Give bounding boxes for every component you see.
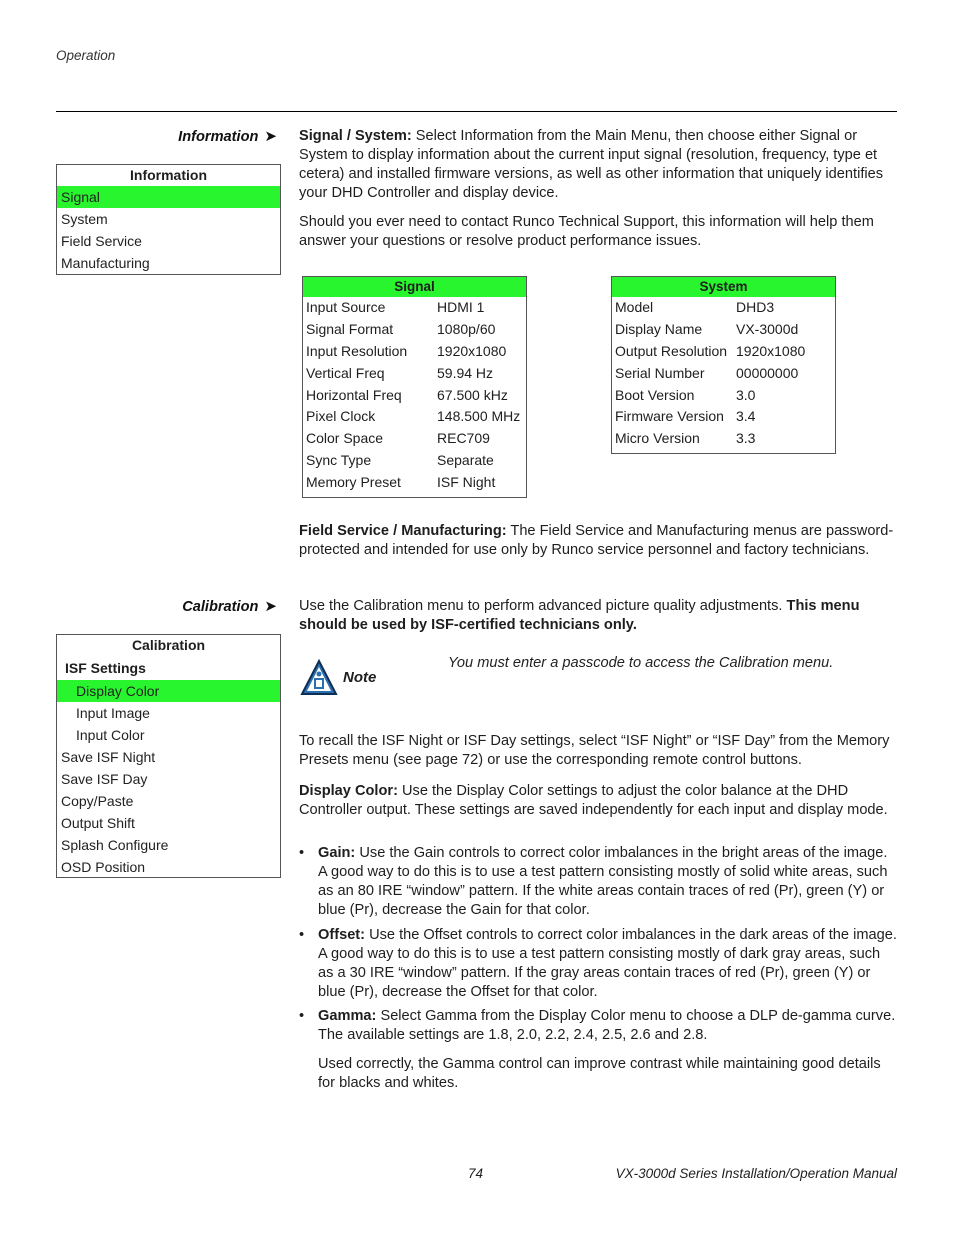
calibration-menu-item[interactable]: Copy/Paste bbox=[61, 793, 134, 809]
row-value: 3.4 bbox=[736, 408, 756, 425]
calibration-heading-text: Calibration bbox=[182, 599, 259, 615]
manual-title: VX-3000d Series Installation/Operation Manual bbox=[615, 1166, 897, 1181]
note-text: You must enter a passcode to access the Calibration menu. bbox=[448, 655, 834, 671]
table-row bbox=[612, 428, 835, 450]
calibration-heading bbox=[37, 597, 277, 617]
calibration-menu-item[interactable]: Output Shift bbox=[61, 815, 135, 831]
bullet-marker: • bbox=[299, 1008, 305, 1024]
calibration-intro bbox=[299, 597, 897, 635]
row-label: Display Name bbox=[615, 320, 703, 337]
row-label: Vertical Freq bbox=[306, 364, 385, 381]
information-menu bbox=[56, 164, 281, 275]
bullet-lead: Offset: bbox=[318, 927, 366, 943]
calibration-menu bbox=[56, 634, 281, 878]
recall-paragraph: To recall the ISF Night or ISF Day settings, select “ISF Night” or “ISF Day” from the Memory Presets menu (see page 72) or use the corresponding remote control buttons. bbox=[299, 733, 890, 768]
table-row bbox=[303, 363, 526, 385]
bullet-lead: Gamma: bbox=[318, 1008, 377, 1024]
table-row bbox=[612, 406, 835, 428]
system-table bbox=[611, 276, 836, 454]
row-label: Color Space bbox=[306, 430, 384, 447]
row-label: Micro Version bbox=[615, 430, 700, 447]
running-header: Operation bbox=[56, 48, 116, 63]
row-value: DHD3 bbox=[736, 299, 775, 315]
row-value: VX-3000d bbox=[736, 320, 799, 337]
table-row bbox=[303, 406, 526, 428]
bullet-body: Use the Gain controls to correct color imbalances in the bright areas of the image. A good way to do this is to use a test pattern consisting mostly of solid white areas, such as an 80 IRE “window” pattern. If the white areas contain traces of red (Pr), green (Y) or blue (Pr), decrease the Gain for that color. bbox=[318, 845, 888, 918]
table-row bbox=[303, 472, 526, 494]
table-row bbox=[303, 319, 526, 341]
table-row bbox=[303, 297, 526, 319]
display-color-paragraph bbox=[299, 782, 897, 820]
calibration-menu-item[interactable]: OSD Position bbox=[61, 859, 146, 875]
page-number: 74 bbox=[468, 1166, 484, 1181]
row-label: Sync Type bbox=[306, 452, 372, 469]
bullet-lead: Gain: bbox=[318, 845, 356, 861]
row-label: Signal Format bbox=[306, 320, 394, 337]
arrow-icon: ➤ bbox=[264, 598, 277, 615]
note-label: Note bbox=[343, 669, 377, 686]
row-label: Output Resolution bbox=[615, 342, 728, 359]
information-menu-item[interactable]: Signal bbox=[57, 186, 280, 208]
row-label: Pixel Clock bbox=[306, 408, 376, 425]
row-value: 1080p/60 bbox=[437, 320, 496, 337]
signal-table bbox=[302, 276, 527, 498]
row-value: 1920x1080 bbox=[736, 342, 806, 359]
row-value: 00000000 bbox=[736, 364, 799, 381]
bullet-gain bbox=[299, 844, 897, 920]
header-rule bbox=[56, 111, 897, 112]
row-value: Separate bbox=[437, 452, 494, 469]
paragraph-body: Select Information from the Main Menu, then choose either Signal or System to display information about the current input signal (resolution, frequency, type et cetera) and installed firmware versions, as well as other information that uniquely identifies your DHD Controller and display device. bbox=[299, 128, 884, 201]
row-value: 1920x1080 bbox=[437, 342, 507, 359]
information-menu-item[interactable]: Field Service bbox=[61, 233, 142, 249]
row-value: 3.3 bbox=[736, 430, 756, 447]
row-label: Horizontal Freq bbox=[306, 386, 402, 403]
bullet-body: Select Gamma from the Display Color menu to choose a DLP de-gamma curve. The available settings are 1.8, 2.0, 2.2, 2.4, 2.5, 2.6 and 2.8. bbox=[318, 1008, 896, 1043]
information-menu-item[interactable]: System bbox=[61, 211, 108, 227]
row-value: HDMI 1 bbox=[437, 299, 485, 315]
bullet-body: Use the Offset controls to correct color imbalances in the dark areas of the image. A good way to do this is to use a test pattern consisting mostly of dark gray areas, such as a 30 IRE “window” pattern. If the gray areas contain traces of red (Pr), green (Y) or blue (Pr), decrease the Offset for that color. bbox=[318, 927, 897, 1000]
bullet-marker: • bbox=[299, 845, 305, 861]
calibration-menu-item[interactable]: Display Color bbox=[57, 680, 280, 702]
table-row bbox=[303, 450, 526, 472]
table-row bbox=[303, 341, 526, 363]
bullet-marker: • bbox=[299, 927, 305, 943]
system-table-title: System bbox=[612, 277, 835, 297]
calibration-menu-item[interactable]: Save ISF Day bbox=[61, 771, 148, 787]
paragraph-body: Use the Calibration menu to perform advanced picture quality adjustments. bbox=[299, 598, 787, 614]
table-row bbox=[612, 297, 835, 319]
note-icon bbox=[300, 659, 340, 697]
paragraph-body: The Field Service and Manufacturing menus are password-protected and intended for use only by Runco service personnel and factory technicians. bbox=[299, 523, 894, 558]
paragraph-body: Use the Display Color settings to adjust the color balance at the DHD Controller output. These settings are saved independently for each input and display mode. bbox=[299, 783, 888, 818]
row-value: 67.500 kHz bbox=[437, 386, 508, 403]
row-label: Input Resolution bbox=[306, 342, 408, 359]
calibration-menu-item[interactable]: Splash Configure bbox=[61, 837, 169, 853]
table-row bbox=[612, 341, 835, 363]
paragraph-warning: This menu should be used by ISF-certified technicians only. bbox=[299, 598, 860, 633]
row-label: Memory Preset bbox=[306, 474, 401, 491]
bullet-gamma bbox=[299, 1007, 897, 1045]
row-value: 59.94 Hz bbox=[437, 364, 494, 381]
information-heading bbox=[37, 127, 277, 147]
signal-system-paragraph bbox=[299, 127, 897, 203]
table-row bbox=[612, 319, 835, 341]
calibration-menu-item[interactable]: Save ISF Night bbox=[61, 749, 156, 765]
paragraph-lead: Field Service / Manufacturing: bbox=[299, 523, 507, 539]
support-paragraph: Should you ever need to contact Runco Technical Support, this information will help them answer your questions or resolve product performance issues. bbox=[299, 214, 874, 249]
field-service-paragraph bbox=[299, 522, 897, 560]
row-label: Model bbox=[615, 299, 654, 315]
row-value: 3.0 bbox=[736, 386, 756, 403]
table-row bbox=[303, 428, 526, 450]
signal-table-title: Signal bbox=[303, 277, 526, 297]
calibration-menu-item[interactable]: Input Image bbox=[76, 705, 150, 721]
paragraph-lead: Signal / System: bbox=[299, 128, 412, 144]
row-label: Firmware Version bbox=[615, 408, 724, 425]
calibration-menu-item[interactable]: Input Color bbox=[76, 727, 145, 743]
row-value: 148.500 MHz bbox=[437, 408, 521, 425]
row-value: REC709 bbox=[437, 430, 490, 447]
gamma-followup: Used correctly, the Gamma control can improve contrast while maintaining good details for blacks and whites. bbox=[318, 1056, 881, 1091]
menu-subheading: ISF Settings bbox=[65, 660, 146, 676]
information-menu-item[interactable]: Manufacturing bbox=[61, 255, 150, 271]
row-label: Input Source bbox=[306, 299, 386, 315]
bullet-offset bbox=[299, 926, 897, 1002]
table-row bbox=[612, 363, 835, 385]
information-heading-text: Information bbox=[178, 129, 259, 145]
row-label: Serial Number bbox=[615, 364, 705, 381]
table-row bbox=[612, 385, 835, 407]
table-row bbox=[303, 385, 526, 407]
row-label: Boot Version bbox=[615, 386, 695, 403]
row-value: ISF Night bbox=[437, 474, 496, 491]
paragraph-lead: Display Color: bbox=[299, 783, 398, 799]
menu-title: Information bbox=[130, 167, 207, 183]
menu-title: Calibration bbox=[131, 637, 206, 653]
arrow-icon: ➤ bbox=[264, 128, 277, 145]
